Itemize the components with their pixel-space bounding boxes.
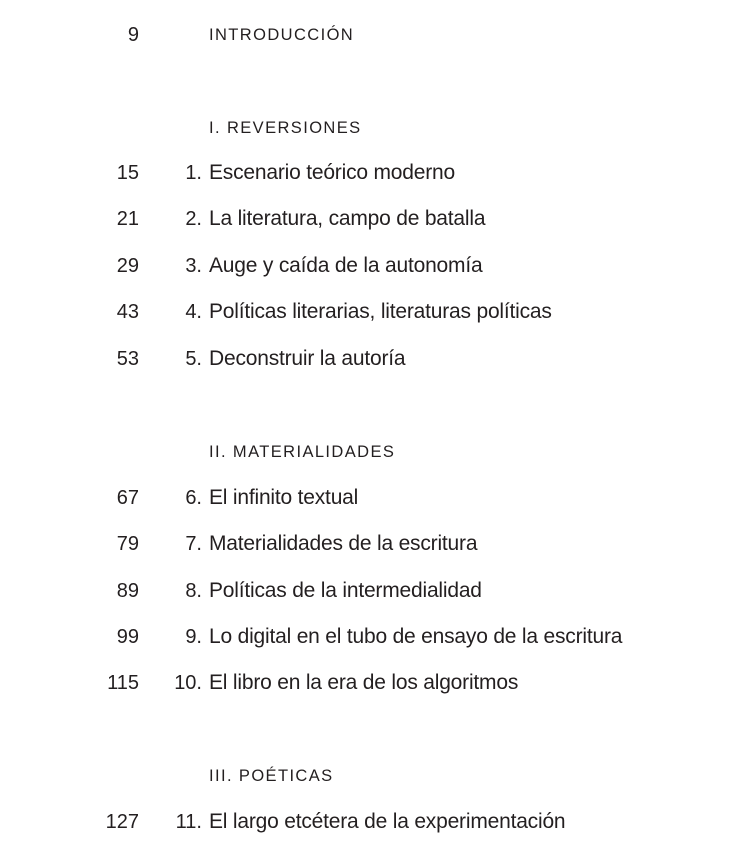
- toc-entry[interactable]: [0, 576, 736, 606]
- chapter-title: Políticas de la intermedialidad: [209, 579, 482, 602]
- chapter-number: 8.: [185, 580, 202, 602]
- chapter-number: 7.: [185, 533, 202, 555]
- chapter-title: La literatura, campo de batalla: [209, 207, 486, 230]
- toc-entry[interactable]: [0, 204, 736, 234]
- part-heading: [0, 113, 736, 143]
- toc-entry[interactable]: [0, 529, 736, 559]
- chapter-number: 5.: [185, 348, 202, 370]
- chapter-title: Políticas literarias, literaturas políticas: [209, 300, 552, 323]
- toc-entry-introduction[interactable]: [0, 20, 736, 50]
- part-title: I. REVERSIONES: [209, 119, 362, 137]
- toc-entry[interactable]: [0, 622, 736, 652]
- chapter-title: Materialidades de la escritura: [209, 532, 478, 555]
- part-heading: [0, 761, 736, 791]
- entry-title: INTRODUCCIÓN: [209, 26, 355, 44]
- chapter-number: 4.: [185, 301, 202, 323]
- part-title: III. POÉTICAS: [209, 767, 334, 785]
- page-number: 67: [116, 487, 139, 509]
- chapter-title: El libro en la era de los algoritmos: [209, 671, 519, 694]
- part-title: II. MATERIALIDADES: [209, 443, 396, 461]
- page-number: 127: [105, 811, 139, 833]
- page-number: 99: [116, 626, 139, 648]
- chapter-number: 11.: [175, 811, 202, 833]
- chapter-number: 9.: [185, 626, 202, 648]
- page-number: 79: [116, 533, 139, 555]
- chapter-title: Escenario teórico moderno: [209, 161, 455, 184]
- chapter-title: El infinito textual: [209, 486, 359, 509]
- toc-entry[interactable]: [0, 807, 736, 837]
- toc-entry[interactable]: [0, 158, 736, 188]
- page-number: 9: [127, 24, 139, 46]
- page-number: 89: [116, 580, 139, 602]
- chapter-title: Lo digital en el tubo de ensayo de la escritura: [209, 625, 623, 648]
- chapter-title: El largo etcétera de la experimentación: [209, 810, 566, 833]
- toc-entry[interactable]: [0, 668, 736, 698]
- chapter-number: 2.: [185, 208, 202, 230]
- chapter-title: Deconstruir la autoría: [209, 347, 406, 370]
- toc-entry[interactable]: [0, 483, 736, 513]
- chapter-title: Auge y caída de la autonomía: [209, 254, 483, 277]
- page-number: 43: [116, 301, 139, 323]
- chapter-number: 10.: [174, 672, 202, 694]
- page-number: 53: [116, 348, 139, 370]
- toc-entry[interactable]: [0, 344, 736, 374]
- page-number: 21: [116, 208, 139, 230]
- chapter-number: 6.: [185, 487, 202, 509]
- chapter-number: 3.: [185, 255, 202, 277]
- page-number: 29: [116, 255, 139, 277]
- chapter-number: 1.: [185, 162, 202, 184]
- toc-entry[interactable]: [0, 297, 736, 327]
- toc-entry[interactable]: [0, 251, 736, 281]
- page-number: 115: [107, 672, 139, 694]
- part-heading: [0, 437, 736, 467]
- page-number: 15: [116, 162, 139, 184]
